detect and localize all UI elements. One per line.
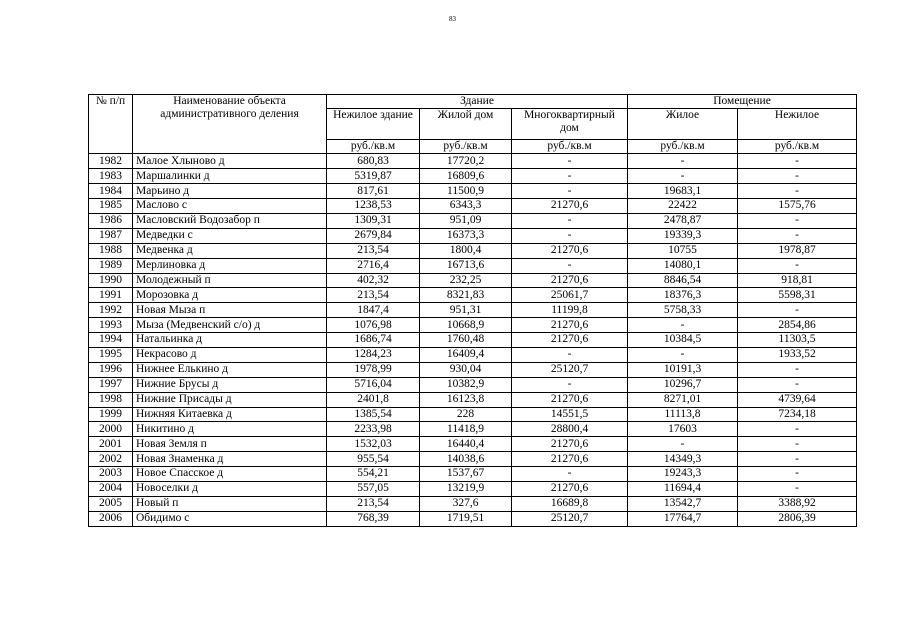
table-row [89, 482, 857, 497]
header-residential-house: Жилой дом [420, 109, 512, 140]
table-row [89, 199, 857, 214]
row-number: 1992 [89, 303, 133, 318]
row-number: 2000 [89, 422, 133, 437]
row-number: 1988 [89, 243, 133, 258]
nonresidential-premises-price: 2854,86 [738, 318, 857, 333]
nonresidential-premises-price: 4739,64 [738, 392, 857, 407]
row-name: Обидимо с [133, 511, 327, 526]
nonresidential-building-price: 768,39 [327, 511, 420, 526]
row-name: Молодежный п [133, 273, 327, 288]
row-number: 1996 [89, 362, 133, 377]
row-name: Медведки с [133, 228, 327, 243]
nonresidential-building-price: 2401,8 [327, 392, 420, 407]
row-name: Нижняя Китаевка д [133, 407, 327, 422]
nonresidential-building-price: 1385,54 [327, 407, 420, 422]
nonresidential-premises-price: - [738, 362, 857, 377]
residential-premises-price: 10191,3 [628, 362, 738, 377]
residential-premises-price: 18376,3 [628, 288, 738, 303]
row-number: 2004 [89, 482, 133, 497]
apartment-building-price: 28800,4 [512, 422, 628, 437]
nonresidential-premises-price: 1933,52 [738, 348, 857, 363]
table-row [89, 214, 857, 229]
unit-label: руб./кв.м [628, 140, 738, 154]
nonresidential-building-price: 955,54 [327, 452, 420, 467]
row-name: Новый п [133, 496, 327, 511]
nonresidential-building-price: 557,05 [327, 482, 420, 497]
nonresidential-premises-price: 1978,87 [738, 243, 857, 258]
nonresidential-premises-price: - [738, 482, 857, 497]
nonresidential-building-price: 213,54 [327, 243, 420, 258]
row-number: 1983 [89, 169, 133, 184]
row-name: Марьино д [133, 184, 327, 199]
row-number: 1998 [89, 392, 133, 407]
residential-premises-price: - [628, 437, 738, 452]
header-building: Здание [327, 95, 628, 109]
row-name: Маслово с [133, 199, 327, 214]
row-name: Нижние Присады д [133, 392, 327, 407]
row-name: Натальинка д [133, 333, 327, 348]
table-row [89, 184, 857, 199]
row-number: 1991 [89, 288, 133, 303]
residential-house-price: 16373,3 [420, 228, 512, 243]
nonresidential-building-price: 2233,98 [327, 422, 420, 437]
residential-house-price: 13219,9 [420, 482, 512, 497]
nonresidential-building-price: 5716,04 [327, 377, 420, 392]
row-name: Масловский Водозабор п [133, 214, 327, 229]
header-residential-premises: Жилое [628, 109, 738, 140]
apartment-building-price: 21270,6 [512, 482, 628, 497]
residential-house-price: 14038,6 [420, 452, 512, 467]
table-row [89, 437, 857, 452]
table-row [89, 169, 857, 184]
residential-premises-price: 19339,3 [628, 228, 738, 243]
table-row [89, 422, 857, 437]
residential-house-price: 16440,4 [420, 437, 512, 452]
residential-premises-price: 19243,3 [628, 467, 738, 482]
row-number: 1990 [89, 273, 133, 288]
residential-house-price: 930,04 [420, 362, 512, 377]
header-row-1 [89, 95, 857, 109]
row-number: 1995 [89, 348, 133, 363]
residential-house-price: 16123,8 [420, 392, 512, 407]
unit-label: руб./кв.м [327, 140, 420, 154]
header-nonresidential-premises: Нежилое [738, 109, 857, 140]
residential-house-price: 16809,6 [420, 169, 512, 184]
residential-house-price: 11418,9 [420, 422, 512, 437]
table-body [89, 154, 857, 526]
nonresidential-building-price: 1238,53 [327, 199, 420, 214]
nonresidential-premises-price: - [738, 303, 857, 318]
row-name: Нижние Брусы д [133, 377, 327, 392]
table-row [89, 228, 857, 243]
residential-house-price: 16713,6 [420, 258, 512, 273]
apartment-building-price: 21270,6 [512, 333, 628, 348]
residential-premises-price: 14080,1 [628, 258, 738, 273]
apartment-building-price: - [512, 228, 628, 243]
apartment-building-price: 25120,7 [512, 511, 628, 526]
residential-house-price: 327,6 [420, 496, 512, 511]
row-number: 1989 [89, 258, 133, 273]
row-number: 2003 [89, 467, 133, 482]
apartment-building-price: 21270,6 [512, 273, 628, 288]
apartment-building-price: - [512, 467, 628, 482]
table-row [89, 288, 857, 303]
apartment-building-price: - [512, 184, 628, 199]
residential-premises-price: 10296,7 [628, 377, 738, 392]
apartment-building-price: 21270,6 [512, 243, 628, 258]
apartment-building-price: 21270,6 [512, 199, 628, 214]
residential-house-price: 1800,4 [420, 243, 512, 258]
nonresidential-premises-price: - [738, 258, 857, 273]
table-row [89, 243, 857, 258]
nonresidential-premises-price: 1575,76 [738, 199, 857, 214]
nonresidential-building-price: 1076,98 [327, 318, 420, 333]
nonresidential-premises-price: - [738, 377, 857, 392]
nonresidential-building-price: 1686,74 [327, 333, 420, 348]
table-row [89, 467, 857, 482]
nonresidential-building-price: 1309,31 [327, 214, 420, 229]
nonresidential-premises-price: - [738, 422, 857, 437]
apartment-building-price: - [512, 258, 628, 273]
header-nonresidential-building: Нежилое здание [327, 109, 420, 140]
residential-house-price: 951,09 [420, 214, 512, 229]
residential-premises-price: 10755 [628, 243, 738, 258]
row-name: Новое Спасское д [133, 467, 327, 482]
nonresidential-premises-price: 11303,5 [738, 333, 857, 348]
nonresidential-premises-price: - [738, 169, 857, 184]
residential-premises-price: 11113,8 [628, 407, 738, 422]
nonresidential-building-price: 5319,87 [327, 169, 420, 184]
nonresidential-premises-price: 7234,18 [738, 407, 857, 422]
nonresidential-premises-price: - [738, 228, 857, 243]
residential-house-price: 10382,9 [420, 377, 512, 392]
row-name: Новая Земля п [133, 437, 327, 452]
residential-house-price: 6343,3 [420, 199, 512, 214]
row-number: 1985 [89, 199, 133, 214]
row-name: Морозовка д [133, 288, 327, 303]
apartment-building-price: 25120,7 [512, 362, 628, 377]
table-row [89, 362, 857, 377]
table-row [89, 452, 857, 467]
row-number: 2002 [89, 452, 133, 467]
nonresidential-premises-price: - [738, 467, 857, 482]
apartment-building-price: - [512, 154, 628, 169]
residential-house-price: 1760,48 [420, 333, 512, 348]
nonresidential-building-price: 554,21 [327, 467, 420, 482]
row-number: 1984 [89, 184, 133, 199]
residential-premises-price: 14349,3 [628, 452, 738, 467]
residential-premises-price: 5758,33 [628, 303, 738, 318]
row-name: Новоселки д [133, 482, 327, 497]
row-number: 2005 [89, 496, 133, 511]
header-apartment-building: Многоквартирный дом [512, 109, 628, 140]
nonresidential-building-price: 2716,4 [327, 258, 420, 273]
nonresidential-building-price: 1532,03 [327, 437, 420, 452]
nonresidential-premises-price: - [738, 154, 857, 169]
nonresidential-premises-price: 918,81 [738, 273, 857, 288]
row-number: 1987 [89, 228, 133, 243]
nonresidential-building-price: 213,54 [327, 496, 420, 511]
row-number: 1986 [89, 214, 133, 229]
nonresidential-building-price: 1978,99 [327, 362, 420, 377]
nonresidential-building-price: 402,32 [327, 273, 420, 288]
residential-house-price: 228 [420, 407, 512, 422]
nonresidential-building-price: 817,61 [327, 184, 420, 199]
row-number: 2001 [89, 437, 133, 452]
apartment-building-price: 21270,6 [512, 437, 628, 452]
header-num: № п/п [89, 95, 133, 154]
residential-house-price: 1537,67 [420, 467, 512, 482]
table-row [89, 258, 857, 273]
table-row [89, 496, 857, 511]
table-row [89, 511, 857, 526]
apartment-building-price: 21270,6 [512, 452, 628, 467]
residential-premises-price: 22422 [628, 199, 738, 214]
residential-premises-price: 2478,87 [628, 214, 738, 229]
table-row [89, 407, 857, 422]
residential-premises-price: 11694,4 [628, 482, 738, 497]
residential-premises-price: 13542,7 [628, 496, 738, 511]
residential-house-price: 10668,9 [420, 318, 512, 333]
residential-house-price: 11500,9 [420, 184, 512, 199]
apartment-building-price: 11199,8 [512, 303, 628, 318]
row-name: Нижнее Елькино д [133, 362, 327, 377]
residential-premises-price: - [628, 154, 738, 169]
residential-house-price: 232,25 [420, 273, 512, 288]
unit-label: руб./кв.м [512, 140, 628, 154]
row-name: Медвенка д [133, 243, 327, 258]
nonresidential-building-price: 1284,23 [327, 348, 420, 363]
unit-label: руб./кв.м [420, 140, 512, 154]
nonresidential-premises-price: 5598,31 [738, 288, 857, 303]
residential-premises-price: - [628, 348, 738, 363]
apartment-building-price: 14551,5 [512, 407, 628, 422]
residential-premises-price: 10384,5 [628, 333, 738, 348]
nonresidential-building-price: 2679,84 [327, 228, 420, 243]
residential-premises-price: 17764,7 [628, 511, 738, 526]
apartment-building-price: - [512, 377, 628, 392]
row-name: Мыза (Медвенский с/о) д [133, 318, 327, 333]
residential-premises-price: 8271,01 [628, 392, 738, 407]
nonresidential-premises-price: - [738, 437, 857, 452]
table-row [89, 348, 857, 363]
row-number: 1994 [89, 333, 133, 348]
table-row [89, 303, 857, 318]
apartment-building-price: - [512, 348, 628, 363]
row-number: 1993 [89, 318, 133, 333]
header-premises: Помещение [628, 95, 857, 109]
residential-premises-price: 19683,1 [628, 184, 738, 199]
residential-premises-price: - [628, 318, 738, 333]
row-name: Некрасово д [133, 348, 327, 363]
row-number: 2006 [89, 511, 133, 526]
residential-house-price: 17720,2 [420, 154, 512, 169]
residential-premises-price: 8846,54 [628, 273, 738, 288]
nonresidential-premises-price: - [738, 452, 857, 467]
header-name: Наименование объекта административного деления [133, 95, 327, 154]
nonresidential-premises-price: 3388,92 [738, 496, 857, 511]
table-row [89, 333, 857, 348]
row-number: 1999 [89, 407, 133, 422]
nonresidential-premises-price: - [738, 184, 857, 199]
table-row [89, 154, 857, 169]
row-name: Малое Хлыново д [133, 154, 327, 169]
residential-house-price: 951,31 [420, 303, 512, 318]
residential-premises-price: - [628, 169, 738, 184]
table-row [89, 377, 857, 392]
nonresidential-building-price: 680,83 [327, 154, 420, 169]
row-number: 1997 [89, 377, 133, 392]
apartment-building-price: 21270,6 [512, 318, 628, 333]
table-row [89, 318, 857, 333]
nonresidential-premises-price: - [738, 214, 857, 229]
unit-label: руб./кв.м [738, 140, 857, 154]
residential-house-price: 16409,4 [420, 348, 512, 363]
row-name: Никитино д [133, 422, 327, 437]
apartment-building-price: - [512, 169, 628, 184]
row-name: Новая Знаменка д [133, 452, 327, 467]
table-row [89, 273, 857, 288]
row-name: Мерлиновка д [133, 258, 327, 273]
nonresidential-premises-price: 2806,39 [738, 511, 857, 526]
residential-house-price: 8321,83 [420, 288, 512, 303]
apartment-building-price: 21270,6 [512, 392, 628, 407]
apartment-building-price: 25061,7 [512, 288, 628, 303]
row-name: Новая Мыза п [133, 303, 327, 318]
valuation-table [88, 94, 857, 527]
residential-house-price: 1719,51 [420, 511, 512, 526]
table-row [89, 392, 857, 407]
row-name: Маршалинки д [133, 169, 327, 184]
apartment-building-price: 16689,8 [512, 496, 628, 511]
nonresidential-building-price: 213,54 [327, 288, 420, 303]
row-number: 1982 [89, 154, 133, 169]
page-number: 83 [449, 15, 456, 23]
nonresidential-building-price: 1847,4 [327, 303, 420, 318]
apartment-building-price: - [512, 214, 628, 229]
residential-premises-price: 17603 [628, 422, 738, 437]
